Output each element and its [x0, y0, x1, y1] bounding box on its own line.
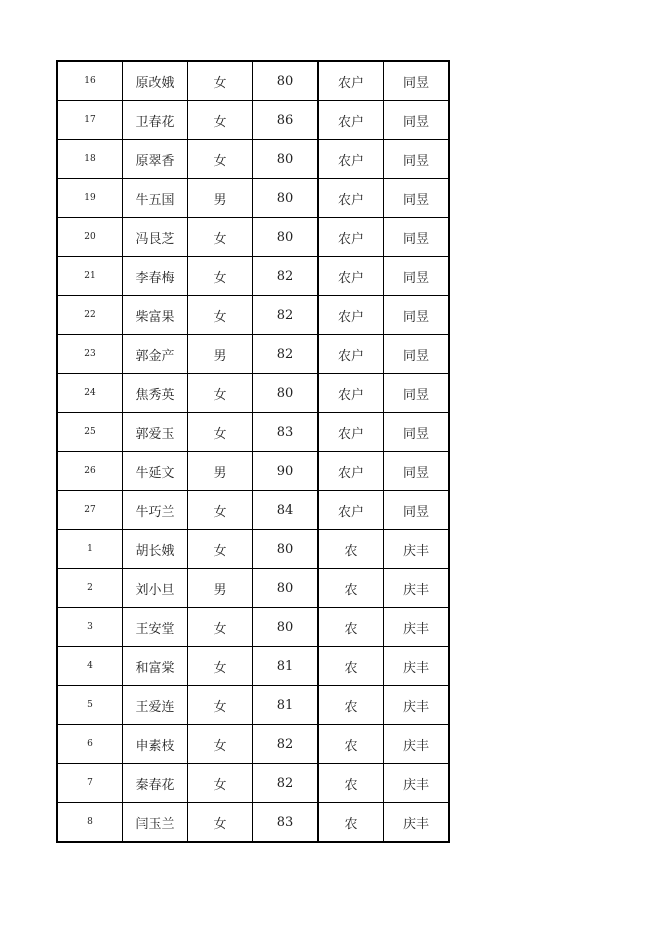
row-number-cell[interactable]: 23: [57, 335, 123, 374]
village-cell[interactable]: 同昱: [384, 257, 450, 296]
age-cell[interactable]: 80: [253, 608, 319, 647]
sex-cell[interactable]: 女: [188, 803, 253, 843]
age-cell[interactable]: 82: [253, 764, 319, 803]
row-number-cell[interactable]: 3: [57, 608, 123, 647]
village-cell[interactable]: 庆丰: [384, 530, 450, 569]
name-cell[interactable]: 胡长娥: [123, 530, 188, 569]
age-cell[interactable]: 80: [253, 530, 319, 569]
table-row: [57, 491, 449, 530]
row-number-cell[interactable]: 21: [57, 257, 123, 296]
roster-table: [56, 60, 450, 843]
name-cell[interactable]: 李春梅: [123, 257, 188, 296]
name-cell[interactable]: 申素枝: [123, 725, 188, 764]
household-type-cell[interactable]: 农: [318, 608, 384, 647]
table-row: [57, 569, 449, 608]
household-type-cell[interactable]: 农: [318, 647, 384, 686]
name-cell[interactable]: 焦秀英: [123, 374, 188, 413]
age-cell[interactable]: 82: [253, 257, 319, 296]
sex-cell[interactable]: 女: [188, 140, 253, 179]
household-type-cell[interactable]: 农: [318, 686, 384, 725]
village-cell[interactable]: 庆丰: [384, 647, 450, 686]
household-type-cell[interactable]: 农户: [318, 335, 384, 374]
age-cell[interactable]: 81: [253, 647, 319, 686]
name-cell[interactable]: 刘小旦: [123, 569, 188, 608]
household-type-cell[interactable]: 农户: [318, 452, 384, 491]
sex-cell[interactable]: 女: [188, 374, 253, 413]
village-cell[interactable]: 同昱: [384, 140, 450, 179]
table-row: [57, 530, 449, 569]
row-number-cell[interactable]: 16: [57, 61, 123, 101]
village-cell[interactable]: 庆丰: [384, 803, 450, 843]
table-row: [57, 374, 449, 413]
sex-cell[interactable]: 女: [188, 491, 253, 530]
roster-body: [57, 61, 449, 842]
row-number-cell[interactable]: 27: [57, 491, 123, 530]
table-row: [57, 335, 449, 374]
table-row: [57, 218, 449, 257]
sex-cell[interactable]: 女: [188, 296, 253, 335]
sex-cell[interactable]: 女: [188, 101, 253, 140]
household-type-cell[interactable]: 农户: [318, 101, 384, 140]
household-type-cell[interactable]: 农: [318, 725, 384, 764]
sex-cell[interactable]: 女: [188, 647, 253, 686]
household-type-cell[interactable]: 农: [318, 530, 384, 569]
age-cell[interactable]: 90: [253, 452, 319, 491]
household-type-cell[interactable]: 农户: [318, 61, 384, 101]
village-cell[interactable]: 庆丰: [384, 608, 450, 647]
age-cell[interactable]: 83: [253, 413, 319, 452]
sex-cell[interactable]: 男: [188, 335, 253, 374]
sex-cell[interactable]: 男: [188, 569, 253, 608]
age-cell[interactable]: 80: [253, 569, 319, 608]
household-type-cell[interactable]: 农户: [318, 296, 384, 335]
household-type-cell[interactable]: 农户: [318, 218, 384, 257]
age-cell[interactable]: 84: [253, 491, 319, 530]
table-row: [57, 764, 449, 803]
sex-cell[interactable]: 女: [188, 413, 253, 452]
village-cell[interactable]: 同昱: [384, 374, 450, 413]
table-row: [57, 725, 449, 764]
row-number-cell[interactable]: 18: [57, 140, 123, 179]
age-cell[interactable]: 83: [253, 803, 319, 843]
table-row: [57, 803, 449, 843]
sex-cell[interactable]: 女: [188, 257, 253, 296]
table-row: [57, 647, 449, 686]
village-cell[interactable]: 同昱: [384, 218, 450, 257]
name-cell[interactable]: 牛五国: [123, 179, 188, 218]
household-type-cell[interactable]: 农: [318, 764, 384, 803]
table-row: [57, 140, 449, 179]
village-cell[interactable]: 同昱: [384, 61, 450, 101]
name-cell[interactable]: 卫春花: [123, 101, 188, 140]
village-cell[interactable]: 庆丰: [384, 569, 450, 608]
row-number-cell[interactable]: 1: [57, 530, 123, 569]
sex-cell[interactable]: 女: [188, 218, 253, 257]
village-cell[interactable]: 同昱: [384, 335, 450, 374]
name-cell[interactable]: 王爱连: [123, 686, 188, 725]
village-cell[interactable]: 庆丰: [384, 764, 450, 803]
row-number-cell[interactable]: 17: [57, 101, 123, 140]
age-cell[interactable]: 80: [253, 218, 319, 257]
age-cell[interactable]: 82: [253, 335, 319, 374]
name-cell[interactable]: 牛巧兰: [123, 491, 188, 530]
household-type-cell[interactable]: 农户: [318, 140, 384, 179]
table-row: [57, 61, 449, 101]
table-row: [57, 413, 449, 452]
row-number-cell[interactable]: 4: [57, 647, 123, 686]
name-cell[interactable]: 王安堂: [123, 608, 188, 647]
sex-cell[interactable]: 女: [188, 608, 253, 647]
name-cell[interactable]: 郭爱玉: [123, 413, 188, 452]
name-cell[interactable]: 和富棠: [123, 647, 188, 686]
name-cell[interactable]: 牛延文: [123, 452, 188, 491]
age-cell[interactable]: 86: [253, 101, 319, 140]
household-type-cell[interactable]: 农户: [318, 179, 384, 218]
row-number-cell[interactable]: 24: [57, 374, 123, 413]
household-type-cell[interactable]: 农户: [318, 491, 384, 530]
age-cell[interactable]: 82: [253, 725, 319, 764]
table-row: [57, 179, 449, 218]
age-cell[interactable]: 80: [253, 140, 319, 179]
row-number-cell[interactable]: 19: [57, 179, 123, 218]
sex-cell[interactable]: 女: [188, 725, 253, 764]
age-cell[interactable]: 80: [253, 179, 319, 218]
table-row: [57, 257, 449, 296]
village-cell[interactable]: 同昱: [384, 296, 450, 335]
table-row: [57, 608, 449, 647]
sex-cell[interactable]: 女: [188, 764, 253, 803]
sex-cell[interactable]: 男: [188, 179, 253, 218]
village-cell[interactable]: 同昱: [384, 491, 450, 530]
sex-cell[interactable]: 女: [188, 686, 253, 725]
name-cell[interactable]: 秦春花: [123, 764, 188, 803]
row-number-cell[interactable]: 2: [57, 569, 123, 608]
household-type-cell[interactable]: 农户: [318, 413, 384, 452]
village-cell[interactable]: 同昱: [384, 179, 450, 218]
row-number-cell[interactable]: 6: [57, 725, 123, 764]
household-type-cell[interactable]: 农户: [318, 257, 384, 296]
row-number-cell[interactable]: 7: [57, 764, 123, 803]
row-number-cell[interactable]: 5: [57, 686, 123, 725]
table-row: [57, 452, 449, 491]
table-row: [57, 296, 449, 335]
age-cell[interactable]: 82: [253, 296, 319, 335]
name-cell[interactable]: 郭金产: [123, 335, 188, 374]
row-number-cell[interactable]: 8: [57, 803, 123, 843]
row-number-cell[interactable]: 22: [57, 296, 123, 335]
table-row: [57, 686, 449, 725]
row-number-cell[interactable]: 20: [57, 218, 123, 257]
village-cell[interactable]: 同昱: [384, 101, 450, 140]
age-cell[interactable]: 80: [253, 374, 319, 413]
row-number-cell[interactable]: 25: [57, 413, 123, 452]
name-cell[interactable]: 冯艮芝: [123, 218, 188, 257]
sex-cell[interactable]: 女: [188, 61, 253, 101]
sex-cell[interactable]: 女: [188, 530, 253, 569]
village-cell[interactable]: 同昱: [384, 452, 450, 491]
sex-cell[interactable]: 男: [188, 452, 253, 491]
village-cell[interactable]: 庆丰: [384, 686, 450, 725]
household-type-cell[interactable]: 农: [318, 803, 384, 843]
name-cell[interactable]: 柴富果: [123, 296, 188, 335]
village-cell[interactable]: 庆丰: [384, 725, 450, 764]
village-cell[interactable]: 同昱: [384, 413, 450, 452]
name-cell[interactable]: 闫玉兰: [123, 803, 188, 843]
household-type-cell[interactable]: 农: [318, 569, 384, 608]
household-type-cell[interactable]: 农户: [318, 374, 384, 413]
table-row: [57, 101, 449, 140]
name-cell[interactable]: 原改娥: [123, 61, 188, 101]
age-cell[interactable]: 80: [253, 61, 319, 101]
age-cell[interactable]: 81: [253, 686, 319, 725]
name-cell[interactable]: 原翠香: [123, 140, 188, 179]
row-number-cell[interactable]: 26: [57, 452, 123, 491]
